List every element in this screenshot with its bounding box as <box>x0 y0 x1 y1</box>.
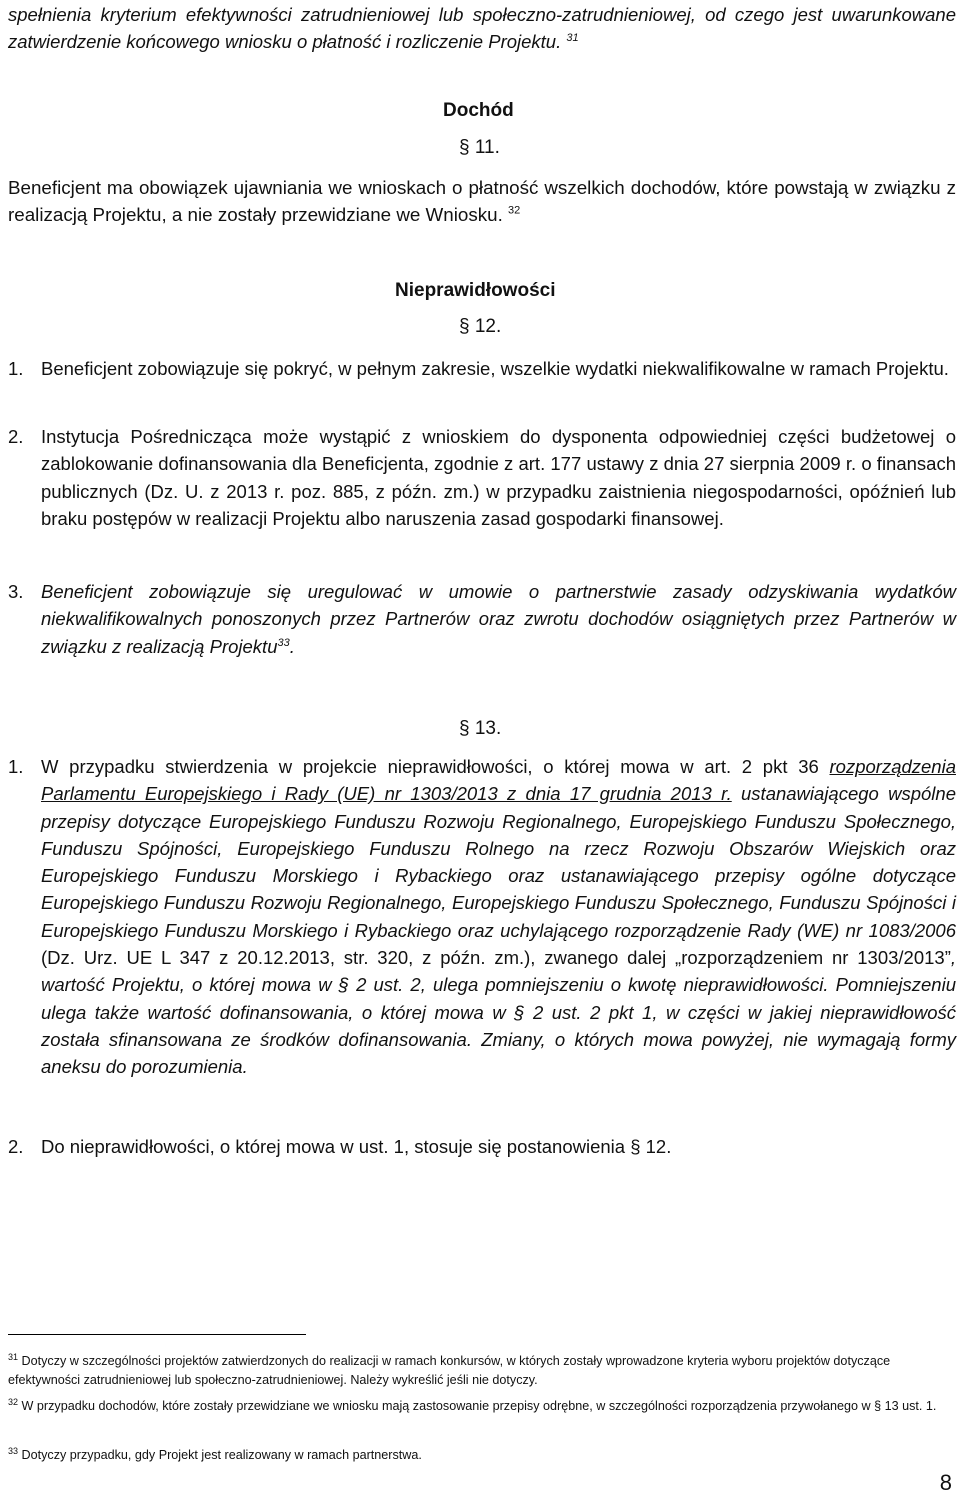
list-item <box>8 753 956 1081</box>
item-number: 1. <box>8 756 24 777</box>
section-number-13: § 13. <box>459 718 502 739</box>
section-number-11: § 11. <box>459 137 500 158</box>
dochod-paragraph: Beneficjent ma obowiązek ujawniania we wnioskach o płatność wszelkich dochodów, które powstają w związku z realizacją Projektu, a nie zostały przewidziane we Wniosku. $^{32}$ <box>8 177 956 225</box>
section-number-12: § 12. <box>459 316 502 337</box>
footnote-ref-32: 32 <box>508 204 521 217</box>
item-text: Do nieprawidłowości, o której mowa w ust. 1, stosuje się postanowienia § 12. <box>41 1136 672 1157</box>
footnote-ref-33: 33 <box>277 636 290 649</box>
list-item <box>8 423 956 532</box>
footnote-ref-31: 31 <box>566 31 579 44</box>
item-number: 2. <box>8 426 24 447</box>
section-heading-dochod: Dochód <box>443 100 514 121</box>
item-number: 1. <box>8 358 24 379</box>
item-text: Beneficjent zobowiązuje się pokryć, w pełnym zakresie, wszelkie wydatki niekwalifikowalne w ramach Projektu. <box>41 358 949 379</box>
item-text: Beneficjent zobowiązuje się uregulować w umowie o partnerstwie zasady odzyskiwania wydatków niekwalifikowalnych ponoszonych przez Partnerów oraz zwrotu dochodów osiągniętych przez Partnerów w związku z realizacją Projektu$^{33}$. <box>41 581 956 657</box>
footnote-32: $^{32}$ W przypadku dochodów, które zostały przewidziane we wniosku mają zastosowanie przepisy odrębne, w szczególności rozporządzenia przywołanego w § 13 ust. 1. <box>8 1396 937 1413</box>
item-number: 3. <box>8 581 24 602</box>
intro-paragraph: spełnienia kryterium efektywności zatrudnieniowej lub społeczno-zatrudnieniowej, od czego jest uwarunkowane zatwierdzenie końcowego wniosku o płatność i rozliczenie Projektu. $^{31}$ <box>8 4 956 52</box>
footnote-33: $^{33}$ Dotyczy przypadku, gdy Projekt jest realizowany w ramach partnerstwa. <box>8 1445 422 1462</box>
item-number: 2. <box>8 1136 24 1157</box>
item-text: W przypadku stwierdzenia w projekcie nieprawidłowości, o której mowa w art. 2 pkt 36 rozporządzenia Parlamentu Europejskiego i Rady (UE) nr 1303/2013 z dnia 17 grudnia 2013 r. ustanawiającego wspólne przepisy dotyczące Europejskiego Funduszu Rozwoju Regionalnego, Europejskiego Funduszu Społecznego, Funduszu Spójności, Europejskiego Funduszu Rolnego na rzecz Rozwoju Obszarów Wiejskich oraz Europejskiego Funduszu Morskiego i Rybackiego oraz ustanawiającego przepisy ogólne dotyczące Europejskiego Funduszu Rozwoju Regionalnego, Europejskiego Funduszu Społecznego, Funduszu Spójności i Europejskiego Funduszu Morskiego i Rybackiego oraz uchylającego rozporządzenie Rady (WE) nr 1083/2006 (Dz. Urz. UE L 347 z 20.12.2013, str. 320, z późn. zm.), zwanego dalej „rozporządzeniem nr 1303/2013”, wartość Projektu, o której mowa w § 2 ust. 2, ulega pomniejszeniu o kwotę nieprawidłowości. Pomniejszeniu ulega także wartość dofinansowania, o której mowa w § 2 ust. 2 pkt 1, w części w jakiej nieprawidłowość została sfinansowana ze środków dofinansowania. Zmiany, o których mowa powyżej, nie wymagają formy aneksu do porozumienia. <box>41 756 956 1078</box>
list-item <box>8 578 956 660</box>
footnote-separator <box>8 1334 306 1335</box>
list-item <box>8 1133 956 1160</box>
section-heading-nieprawidlowosci: Nieprawidłowości <box>395 280 556 301</box>
footnote-31: $^{31}$ Dotyczy w szczególności projektów zatwierdzonych do realizacji w ramach konkursów, w których zostały wprowadzone kryteria wyboru projektów dotyczące efektywności zatrudnieniowej lub społeczno-zatrudnieniowej. Należy wykreślić jeśli nie dotyczy. <box>8 1351 891 1387</box>
page-number: 8 <box>939 1470 952 1495</box>
list-item <box>8 355 956 382</box>
item-text: Instytucja Pośrednicząca może wystąpić z wnioskiem do dysponenta odpowiedniej części budżetowej o zablokowanie dofinansowania dla Beneficjenta, zgodnie z art. 177 ustawy z dnia 27 sierpnia 2009 r. o finansach publicznych (Dz. U. z 2013 r. poz. 885, z późn. zm.) w przypadku zaistnienia niegospodarności, opóźnień lub braku postępów w realizacji Projektu albo naruszenia zasad gospodarki finansowej. <box>41 426 956 529</box>
